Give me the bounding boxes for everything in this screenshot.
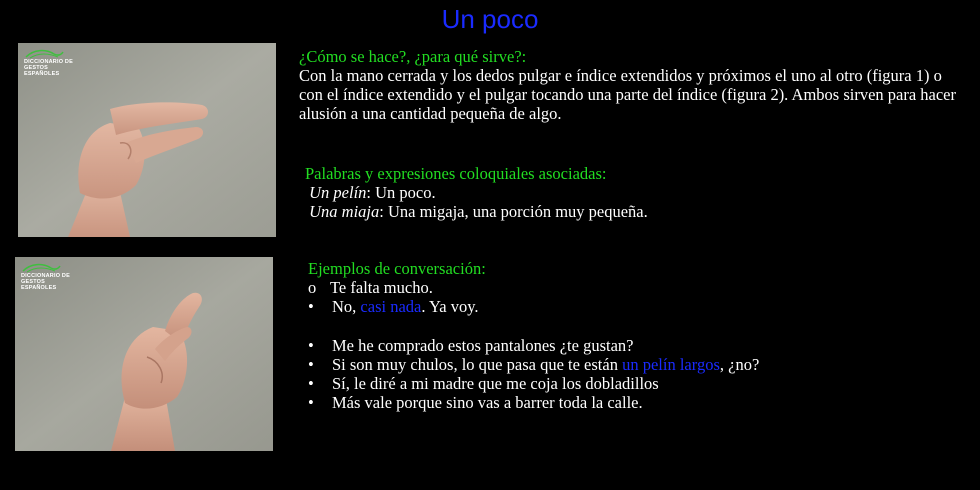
expression-definition: : Una migaja, una porción muy pequeña.	[379, 202, 648, 221]
highlight-text: casi nada	[360, 297, 422, 316]
logo-swirl-icon	[24, 49, 64, 59]
example-line	[308, 336, 958, 355]
how-body: Con la mano cerrada y los dedos pulgar e índice extendidos y próximos el uno al otro (figura 1) o con el índice extendido y el pulgar tocando una parte del índice (figura 2). Ambos sirven para hacer alusión a una cantidad pequeña de algo.	[299, 66, 957, 123]
expressions-section	[305, 164, 955, 221]
examples-heading: Ejemplos de conversación:	[308, 259, 486, 278]
highlight-text: un pelín largos	[622, 355, 720, 374]
how-heading: ¿Cómo se hace?, ¿para qué sirve?:	[299, 47, 527, 66]
how-section	[299, 47, 969, 123]
logo	[21, 263, 81, 291]
example-line	[308, 278, 958, 297]
example-text: No, casi nada. Ya voy.	[332, 297, 479, 316]
bullet-o: o	[308, 278, 317, 297]
expression-item	[305, 202, 955, 221]
expression-term: Un pelín	[309, 183, 367, 202]
bullet: •	[308, 374, 314, 393]
example-line	[308, 374, 958, 393]
expression-item	[305, 183, 955, 202]
logo-line-1: DICCIONARIO DE	[24, 59, 73, 65]
expression-definition: : Un poco.	[366, 183, 436, 202]
logo-line-1: DICCIONARIO DE	[21, 273, 70, 279]
example-line	[308, 355, 958, 374]
logo-line-2: GESTOS ESPAÑOLES	[21, 279, 57, 291]
figure-1-photo	[18, 43, 276, 237]
logo	[24, 49, 84, 77]
bullet: •	[308, 336, 314, 355]
bullet: •	[308, 297, 314, 316]
logo-line-2: GESTOS ESPAÑOLES	[24, 65, 60, 77]
example-line	[308, 297, 958, 316]
example-text: Más vale porque sino vas a barrer toda la calle.	[332, 393, 643, 412]
expression-term: Una miaja	[309, 202, 380, 221]
example-line	[308, 393, 958, 412]
examples-section	[308, 259, 958, 412]
example-text: Si son muy chulos, lo que pasa que te están un pelín largos, ¿no?	[332, 355, 760, 374]
logo-swirl-icon	[21, 263, 61, 273]
bullet: •	[308, 393, 314, 412]
example-text: Me he comprado estos pantalones ¿te gustan?	[332, 336, 634, 355]
example-text: Te falta mucho.	[330, 278, 433, 297]
expressions-heading: Palabras y expresiones coloquiales asociadas:	[305, 164, 607, 183]
figure-2-photo	[15, 257, 273, 451]
example-text: Sí, le diré a mi madre que me coja los dobladillos	[332, 374, 659, 393]
page-title: Un poco	[441, 4, 539, 34]
bullet: •	[308, 355, 314, 374]
